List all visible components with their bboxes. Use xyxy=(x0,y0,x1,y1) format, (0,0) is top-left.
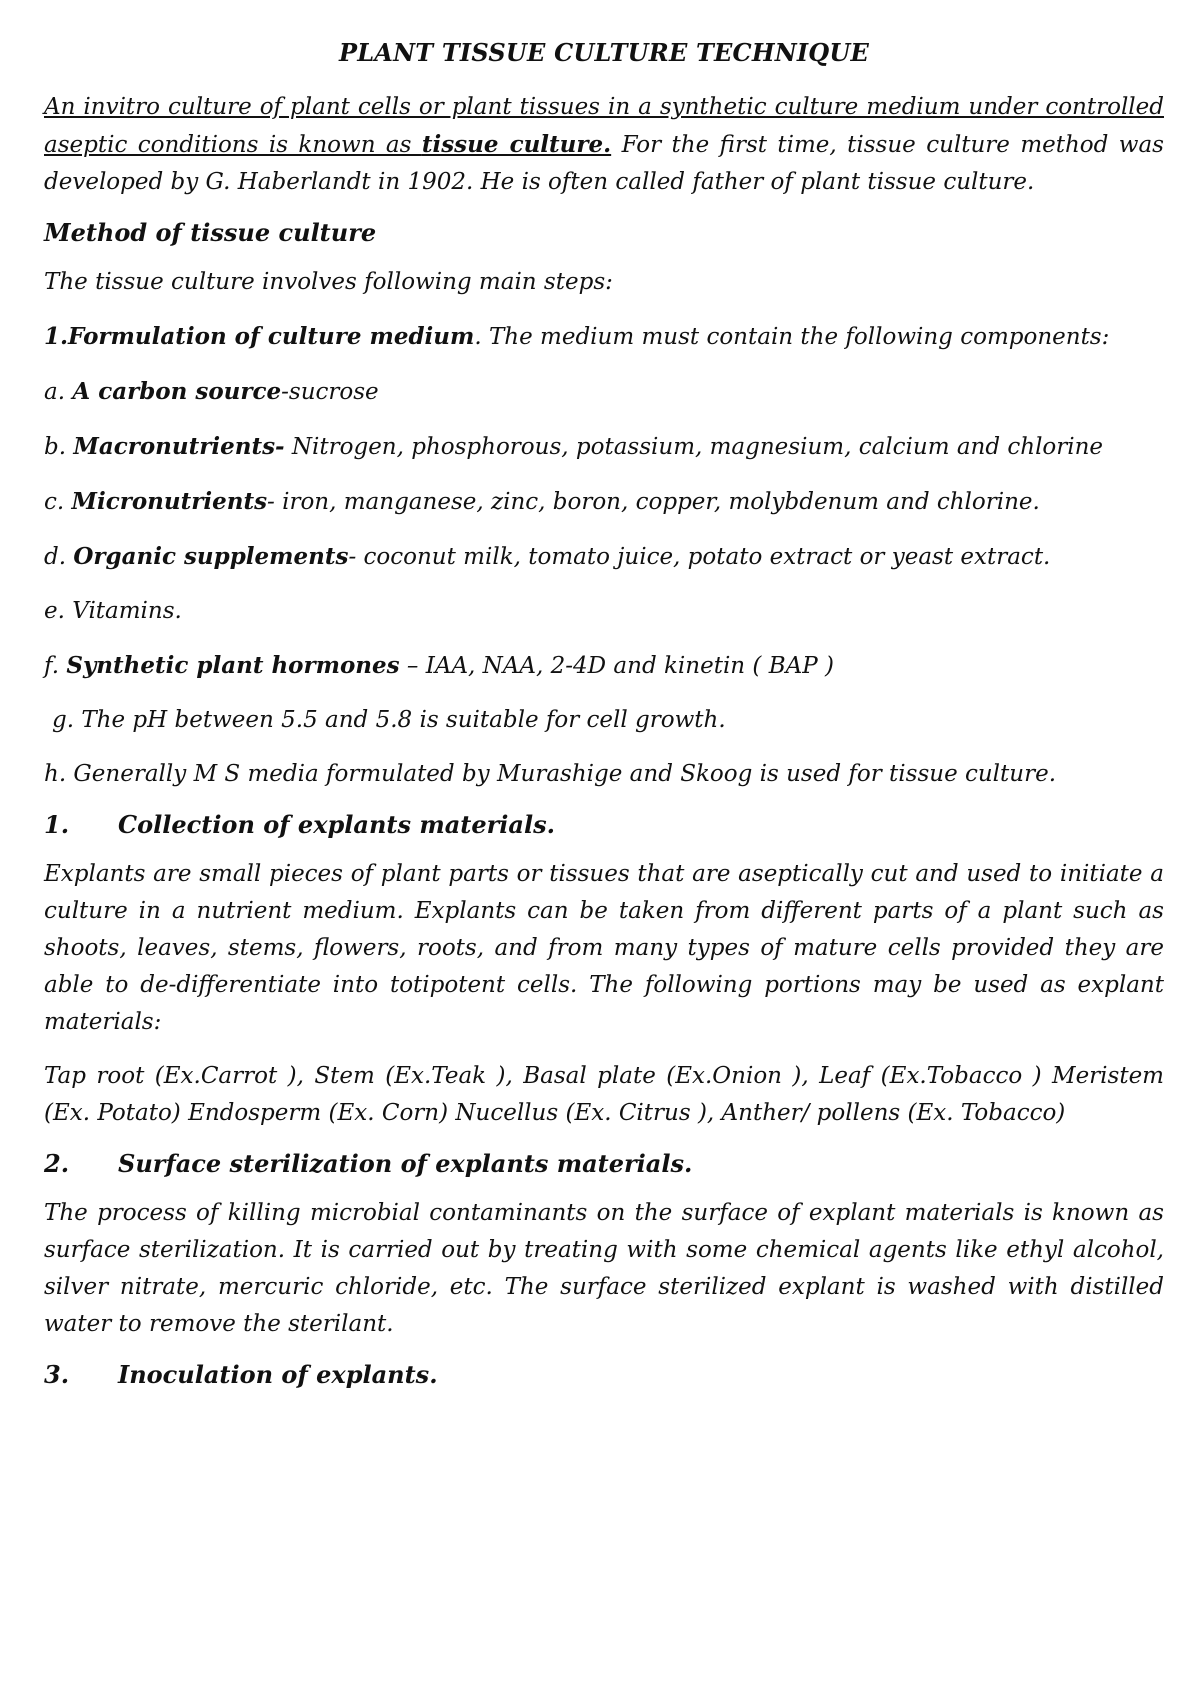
component-text: - coconut milk, tomato juice, potato extract or yeast extract. xyxy=(348,544,1051,570)
step-1-text: . The medium must contain the following components: xyxy=(474,324,1110,350)
page-title: PLANT TISSUE CULTURE TECHNIQUE xyxy=(338,38,870,67)
method-heading: Method of tissue culture xyxy=(44,218,377,247)
section-title: Surface sterilization of explants materials. xyxy=(118,1149,693,1178)
component-text: -sucrose xyxy=(281,379,379,405)
document-page xyxy=(44,38,1164,1406)
component-prefix: g. The pH between 5.5 and 5.8 is suitable for cell growth. xyxy=(52,707,726,733)
section-heading xyxy=(44,810,1164,839)
component-prefix: h. Generally M S media formulated by Murashige and Skoog is used for tissue culture. xyxy=(44,761,1057,787)
component-item xyxy=(44,593,1164,630)
component-name: Organic supplements xyxy=(73,543,349,570)
section-title: Collection of explants materials. xyxy=(118,810,555,839)
component-item xyxy=(44,483,1164,521)
component-item xyxy=(44,647,1164,685)
section-paragraph: Tap root (Ex.Carrot ), Stem (Ex.Teak ), Basal plate (Ex.Onion ), Leaf (Ex.Tobacco ) Meristem (Ex. Potato) Endosperm (Ex. Corn) Nucellus (Ex. Citrus ), Anther/ pollens (Ex. Tobacco) xyxy=(44,1063,1164,1126)
intro-term: tissue culture. xyxy=(421,131,612,158)
component-name: Macronutrients- xyxy=(73,433,285,460)
section-paragraph: Explants are small pieces of plant parts or tissues that are aseptically cut and used to initiate a culture in a nutrient medium. Explants can be taken from different parts of a plant such as shoots, leaves, stems, flowers, roots, and from many types of mature cells provided they are able to de-differentiate into totipotent cells. The following portions may be used as explant materials: xyxy=(44,861,1164,1035)
component-item xyxy=(44,702,1164,739)
component-text: – IAA, NAA, 2-4D and kinetin ( BAP ) xyxy=(399,653,834,679)
intro-definition: An invitro culture of plant cells or plant tissues in a synthetic culture medium under controlled aseptic conditions is known as xyxy=(44,94,1164,158)
component-prefix: e. Vitamins. xyxy=(44,598,182,624)
steps-intro: The tissue culture involves following main steps: xyxy=(44,269,613,295)
component-prefix: c. xyxy=(44,489,72,515)
step-1-heading: 1.Formulation of culture medium xyxy=(44,323,475,350)
component-text: - iron, manganese, zinc, boron, copper, molybdenum and chlorine. xyxy=(267,489,1040,515)
intro-history: For the first time, tissue culture method was developed by G. Haberlandt in 1902. He is often called father of plant tissue culture. xyxy=(44,132,1164,195)
component-prefix: d. xyxy=(44,544,74,570)
component-prefix: b. xyxy=(44,434,74,460)
step-1-paragraph xyxy=(44,318,1164,356)
component-item xyxy=(44,428,1164,466)
section-heading xyxy=(44,1360,1164,1389)
component-item xyxy=(44,756,1164,793)
section-number: 1. xyxy=(44,810,70,839)
component-item xyxy=(44,373,1164,411)
section-title: Inoculation of explants. xyxy=(118,1360,438,1389)
component-prefix: f. xyxy=(44,653,67,679)
component-name: Micronutrients xyxy=(71,488,268,515)
section-number: 3. xyxy=(44,1360,70,1389)
component-prefix: a. xyxy=(44,379,73,405)
intro-paragraph xyxy=(44,89,1164,201)
section-number: 2. xyxy=(44,1149,70,1178)
section-heading xyxy=(44,1149,1164,1178)
component-text: Nitrogen, phosphorous, potassium, magnesium, calcium and chlorine xyxy=(284,434,1104,460)
component-name: Synthetic plant hormones xyxy=(66,652,400,679)
component-item xyxy=(44,538,1164,576)
section-paragraph: The process of killing microbial contaminants on the surface of explant materials is known as surface sterilization. It is carried out by treating with some chemical agents like ethyl alcohol, silver nitrate, mercuric chloride, etc. The surface sterilized explant is washed with distilled water to remove the sterilant. xyxy=(44,1200,1164,1337)
component-name: A carbon source xyxy=(72,378,282,405)
